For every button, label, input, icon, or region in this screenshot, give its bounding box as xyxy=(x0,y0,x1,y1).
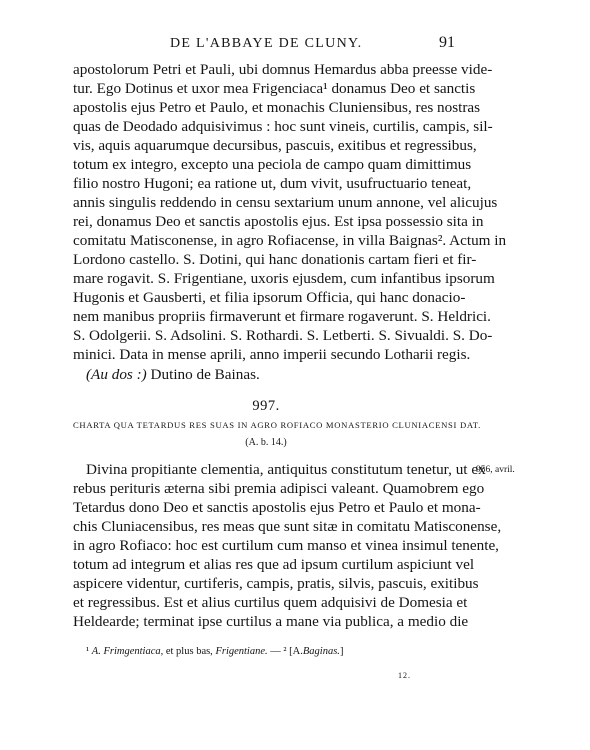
text-line: annis singulis reddendo in censu sextarium unum annone, vel alicujus xyxy=(73,194,498,211)
text-line: Hugonis et Gausberti, et filia ipsorum Officia, qui hanc donacio- xyxy=(73,289,466,306)
footnote-1-marker: ¹ xyxy=(86,646,90,657)
endorsement xyxy=(86,365,459,384)
text-line: quas de Deodado adquisivimus : hoc sunt vineis, curtilis, campis, sil- xyxy=(73,118,493,135)
text-line: nem manibus propriis firmaverunt et firmare rogaverunt. S. Heldrici. xyxy=(73,308,491,325)
text-line: rebus perituris æterna sibi premia adipisci valeant. Quamobrem ego xyxy=(73,480,485,497)
text-line: mare rogavit. S. Frigentiane, uxoris ejusdem, cum infantibus ipsorum xyxy=(73,270,495,287)
text-line: totum ex integro, excepto una peciola de campo quam dimittimus xyxy=(73,156,472,173)
signature-mark: 12. xyxy=(398,671,411,680)
endorsement-label: (Au dos :) xyxy=(86,366,147,383)
endorsement-text: Dutino de Bainas. xyxy=(150,366,260,383)
footnote-separator: — xyxy=(270,646,281,657)
text-line: vis, aquis aquarumque decursibus, pascuis, exitibus et regressibus, xyxy=(73,137,477,154)
text-line: apostolis ejus Petro et Paulo, et monachis Cluniensibus, res nostras xyxy=(73,99,481,116)
text-line: aspicere videntur, curtiferis, campis, pratis, silvis, pascuis, exitibus xyxy=(73,575,479,592)
text-line: comitatu Matisconense, in agro Rofiacense, in villa Baignas². Actum in xyxy=(73,232,507,249)
text-line: filio nostro Hugoni; ea ratione ut, dum vivit, usufructuario teneat, xyxy=(73,175,472,192)
text-line: Lordono castello. S. Dotini, qui hanc donationis cartam fieri et fir- xyxy=(73,251,477,268)
charter-heading: CHARTA QUA TETARDUS RES SUAS IN AGRO ROFIACO MONASTERIO CLUNIACENSI DAT. xyxy=(73,420,481,430)
margin-date: 956, avril. xyxy=(476,465,515,475)
text-line: chis Cluniacensibus, res meas que sunt sitæ in comitatu Matisconense, xyxy=(73,518,502,535)
charter-number: 997. xyxy=(252,398,280,414)
footnote-1-variant: Frigentiane. xyxy=(215,646,268,657)
text-line: et regressibus. Est et alius curtilus quem adquisivi de Domesia et xyxy=(73,594,468,611)
text-line: Tetardus dono Deo et sanctis apostolis ejus Petro et Paulo et mona- xyxy=(73,499,481,516)
footnote-2-marker: ² xyxy=(283,646,287,657)
page-number: 91 xyxy=(439,34,455,51)
text-line: Divina propitiante clementia, antiquitus constitutum tenetur, ut ex xyxy=(86,461,486,478)
text-line: S. Odolgerii. S. Adsolini. S. Rothardi. S. Letberti. S. Sivualdi. S. Do- xyxy=(73,327,493,344)
footnote-2-close: ] xyxy=(339,646,344,657)
footnotes xyxy=(86,646,343,657)
footnote-2-open: [A. xyxy=(289,646,303,657)
text-line: minici. Data in mense aprili, anno imperii secundo Lotharii regis. xyxy=(73,346,471,363)
footnote-1-reference: A. Frimgentiaca, xyxy=(91,646,164,657)
footnote-1-text: et plus bas, xyxy=(165,646,213,657)
text-line: apostolorum Petri et Pauli, ubi domnus Hemardus abba preesse vide- xyxy=(73,61,493,78)
text-line: tur. Ego Dotinus et uxor mea Frigenciaca¹ donamus Deo et sanctis xyxy=(73,80,476,97)
page-header xyxy=(0,36,590,56)
text-line: totum ad integrum et alias res que ad ipsum curtilum aspiciunt vel xyxy=(73,556,475,573)
text-line: Heldearde; terminat ipse curtilus a mane via publica, a medio die xyxy=(73,613,469,630)
text-line: in agro Rofiaco: hoc est curtilum cum manso et vinea insimul tenente, xyxy=(73,537,499,554)
footnote-2-variant: Baginas. xyxy=(302,646,340,657)
running-title: DE L'ABBAYE DE CLUNY. xyxy=(170,36,363,51)
text-line: rei, donamus Deo et sanctis apostolis ejus. Est ipsa possessio sita in xyxy=(73,213,484,230)
archive-reference: (A. b. 14.) xyxy=(245,437,287,448)
